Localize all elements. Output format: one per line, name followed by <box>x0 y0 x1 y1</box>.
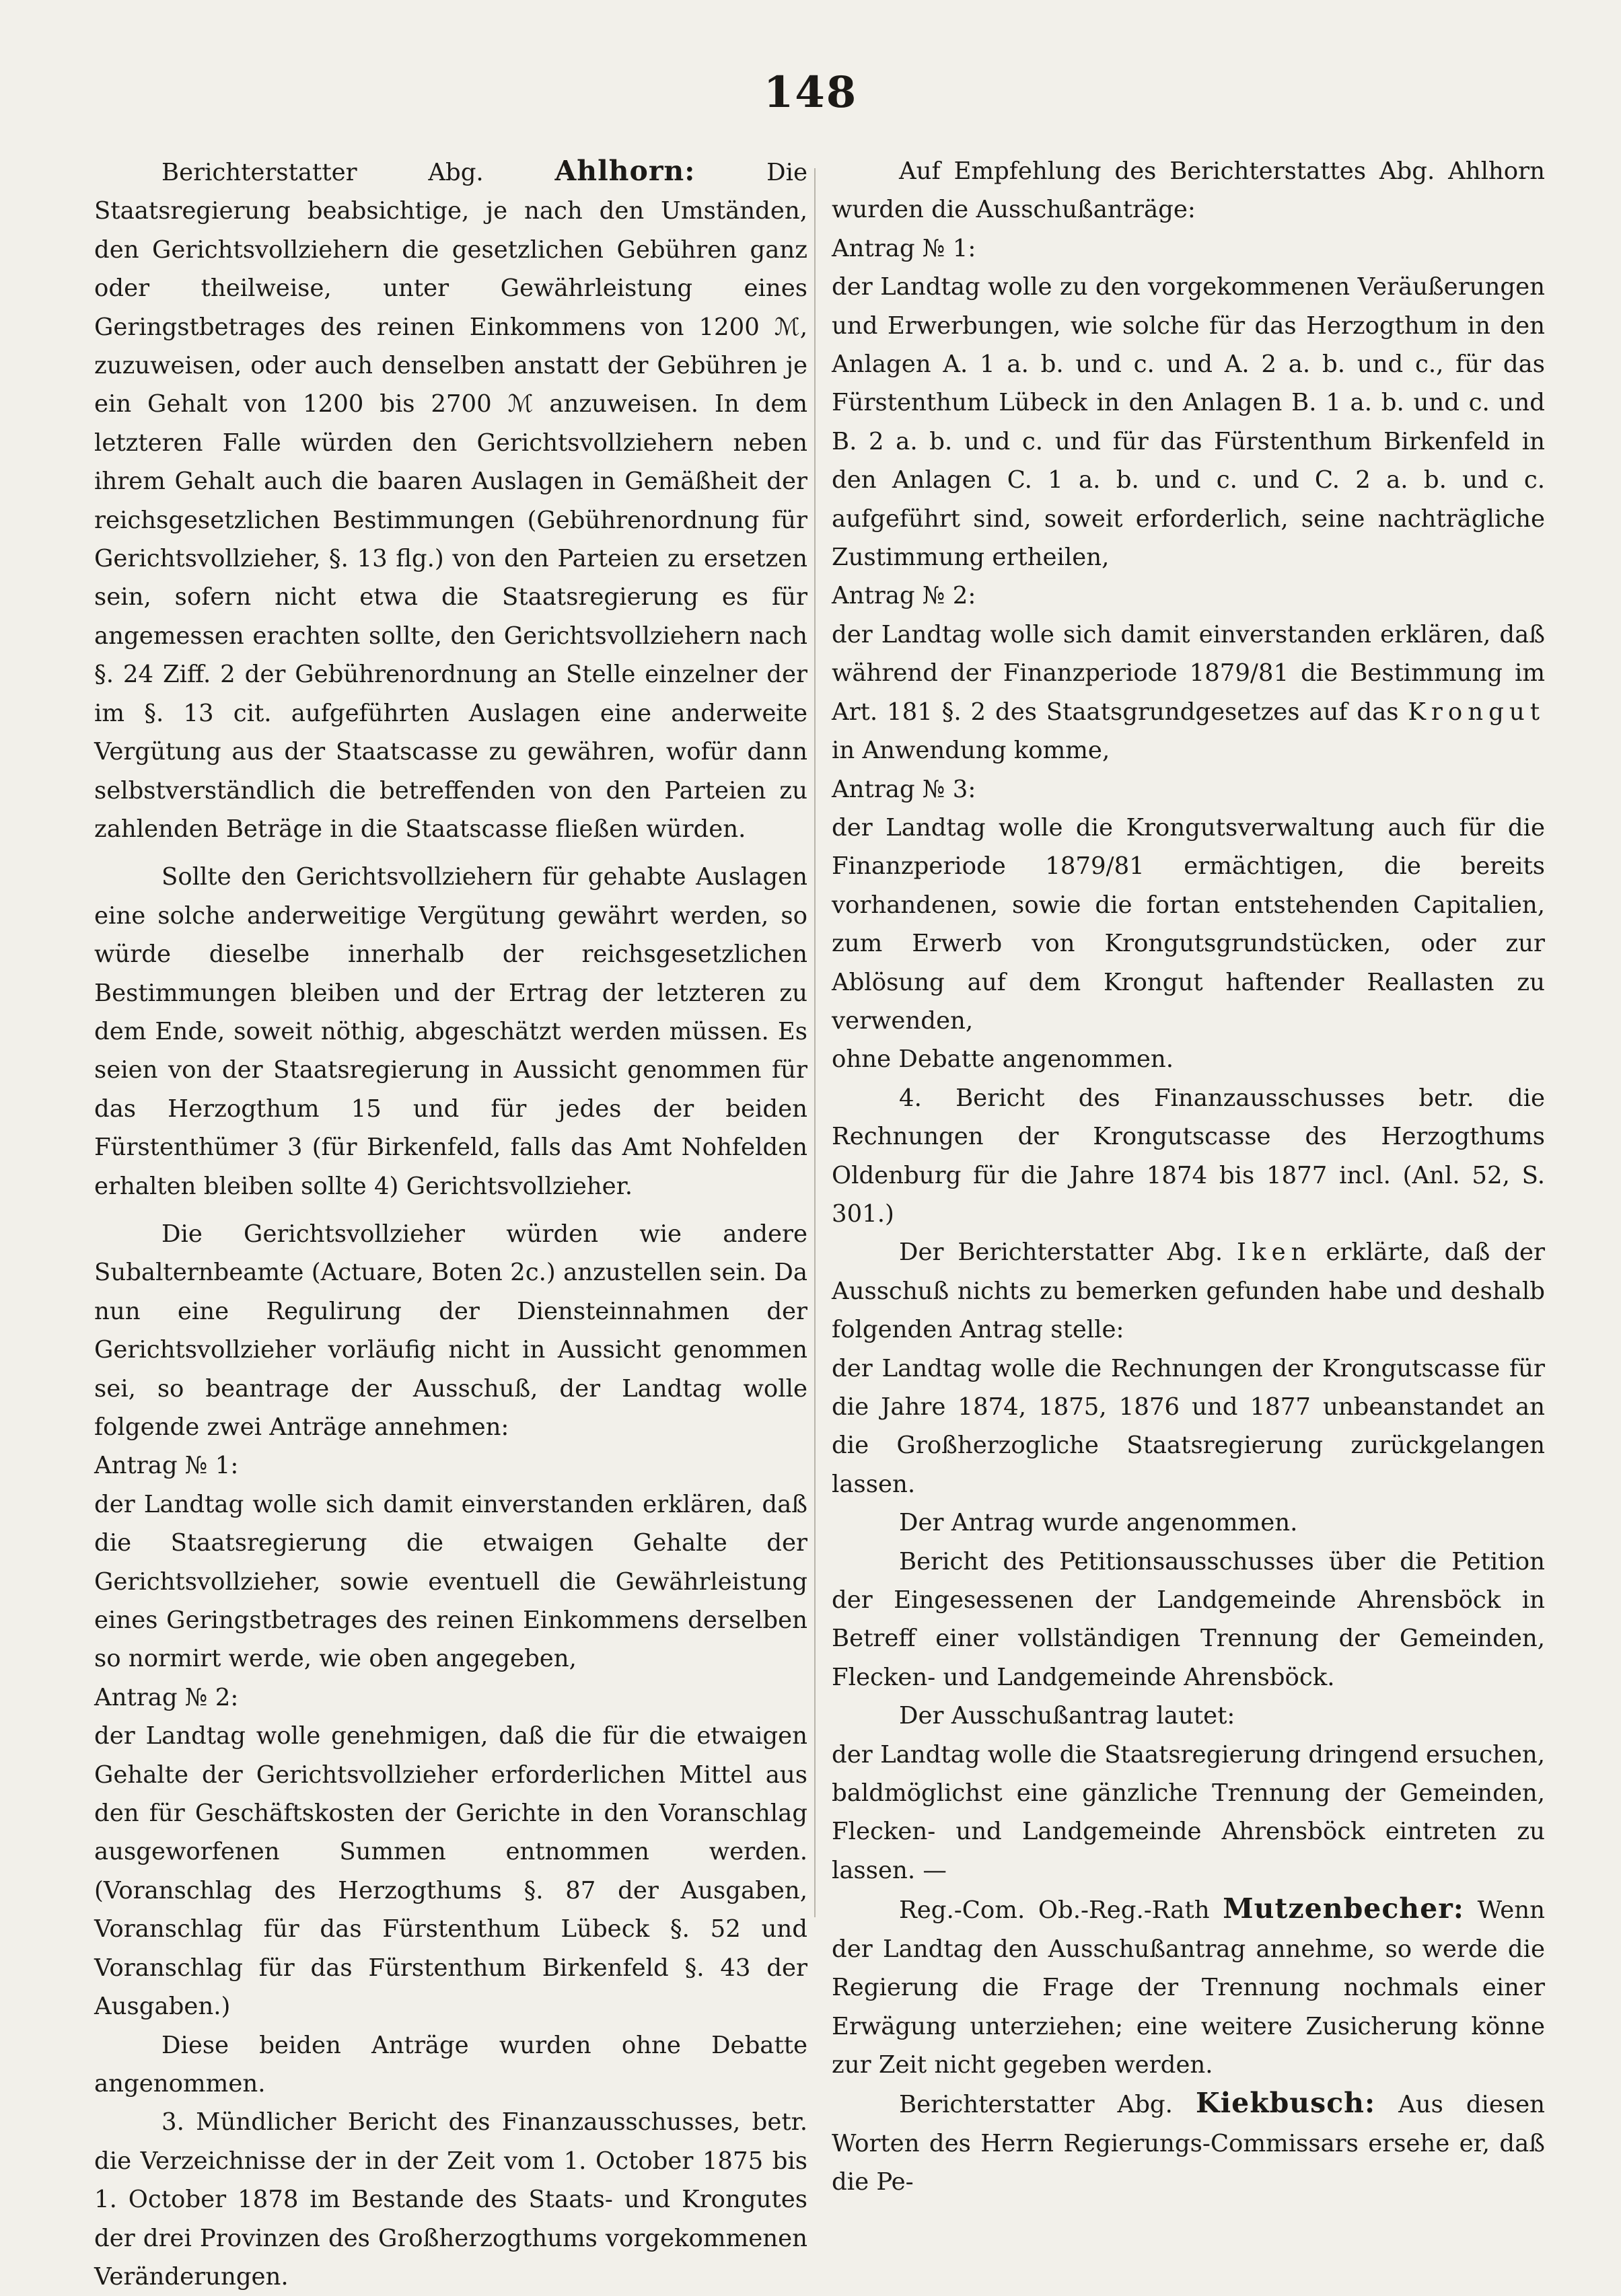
paragraph-text: Aus diesen Worten des Herrn Regierungs-Commissars ersehe er, daß die Pe- <box>832 2091 1545 2196</box>
left-column <box>94 152 807 2296</box>
antrag-text: der Landtag wolle die Rechnungen der Krongutscasse für die Jahre 1874, 1875, 1876 und 1877 unbeanstandet an die Großherzogliche Staatsregierung zurückgelangen lassen. <box>832 1354 1545 1498</box>
paragraph: Auf Empfehlung des Berichterstattes Abg. Ahlhorn wurden die Ausschußanträge: <box>832 157 1545 224</box>
paragraph <box>94 152 807 848</box>
speaker-name: Iken <box>1237 1238 1312 1267</box>
speaker-prefix: Berichterstatter Abg. <box>161 159 484 186</box>
antrag-text: der Landtag wolle die Staatsregierung dringend ersuchen, baldmöglichst eine gänzliche Trennung der Gemeinden, Flecken- und Landgemeinde Ahrensböck eintreten zu lassen. — <box>832 1740 1545 1884</box>
speaker-name: Kiekbusch: <box>1195 2087 1376 2120</box>
right-column <box>832 152 1545 2202</box>
column-divider <box>814 168 816 1917</box>
paragraph <box>832 1233 1545 1349</box>
antrag-text-part: der Landtag wolle sich damit einverstanden erklären, daß während der Finanzperiode 1879/81 die Bestimmung im Art. 181 §. 2 des Staatsgrundgesetzes auf das <box>832 620 1545 726</box>
paragraph: Der Antrag wurde angenommen. <box>899 1509 1298 1537</box>
paragraph-text: erklärte, daß der Ausschuß nichts zu bemerken gefunden habe und deshalb folgenden Antrag stelle: <box>832 1238 1545 1344</box>
paragraph: Der Ausschußantrag lautet: <box>899 1702 1235 1730</box>
page-number: 148 <box>763 67 858 118</box>
antrag-text: der Landtag wolle die Krongutsverwaltung auch für die Finanzperiode 1879/81 ermächtigen, die bereits vorhandenen, sowie die fortan entstehenden Capitalien, zum Erwerb von Krongutsgrundstücken, oder zur Ablösung auf dem Krongut haftender Reallasten zu verwenden, <box>832 813 1545 1035</box>
speaker-name: Ahlhorn: <box>554 155 696 187</box>
antrag-heading: Antrag № 1: <box>832 234 976 262</box>
antrag-text: der Landtag wolle genehmigen, daß die für die etwaigen Gehalte der Gerichtsvollzieher erforderlichen Mittel aus den für Geschäftskosten der Gerichte in den Voranschlag ausgeworfenen Summen entnommen werden. (Voranschlag des Herzogthums §. 87 der Ausgaben, Voranschlag für das Fürstenthum Lübeck §. 52 und Voranschlag für das Fürstenthum Birkenfeld §. 43 der Ausgaben.) <box>94 1722 807 2021</box>
paragraph-text: Wenn der Landtag den Ausschußantrag annehme, so werde die Regierung die Frage der Trennung nochmals einer Erwägung unterziehen; eine weitere Zusicherung könne zur Zeit nicht gegeben werden. <box>832 1896 1545 2079</box>
paragraph-text: Die Staatsregierung beabsichtige, je nach den Umständen, den Gerichtsvollziehern die gesetzlichen Gebühren ganz oder theilweise, unter Gewährleistung eines Geringstbetrages des reinen Einkommens von 1200 ℳ, zuzuweisen, oder auch denselben anstatt der Gebühren je ein Gehalt von 1200 bis 2700 ℳ anzuweisen. In dem letzteren Falle würden den Gerichtsvollziehern neben ihrem Gehalt auch die baaren Auslagen in Gemäßheit der reichsgesetzlichen Bestimmungen (Gebührenordnung für Gerichtsvollzieher, §. 13 flg.) von den Parteien zu ersetzen sein, sofern nicht etwa die Staatsregierung es für angemessen erachten sollte, den Gerichtsvollziehern nach §. 24 Ziff. 2 der Gebührenordnung an Stelle einzelner der im §. 13 cit. aufgeführten Auslagen eine anderweite Vergütung aus der Staatscasse zu gewähren, wofür dann selbstverständlich die betreffenden von den Parteien zu zahlenden Beträge in die Staatscasse fließen würden. <box>94 159 807 843</box>
paragraph: Diese beiden Anträge wurden ohne Debatte angenommen. <box>94 2031 807 2098</box>
section-heading: 4. Bericht des Finanzausschusses betr. die Rechnungen der Krongutscasse des Herzogthums Oldenburg für die Jahre 1874 bis 1877 incl. (Anl. 52, S. 301.) <box>832 1084 1545 1228</box>
paragraph: Sollte den Gerichtsvollziehern für gehabte Auslagen eine solche anderweitige Vergütung gewährt werden, so würde dieselbe innerhalb der reichsgesetzlichen Bestimmungen bleiben und der Ertrag der letzteren zu dem Ende, soweit nöthig, abgeschätzt werden müssen. Es seien von der Staatsregierung in Aussicht genommen für das Herzogthum 15 und für jedes der beiden Fürstenthümer 3 (für Birkenfeld, falls das Amt Nohfelden erhalten bleiben sollte 4) Gerichtsvollzieher. <box>94 863 807 1200</box>
antrag-text <box>832 616 1545 770</box>
speaker-prefix: Der Berichterstatter Abg. <box>899 1238 1223 1267</box>
antrag-heading: Antrag № 2: <box>832 582 976 610</box>
antrag-text-part: in Anwendung komme, <box>832 737 1110 765</box>
paragraph: Bericht des Petitionsausschusses über die Petition der Eingesessenen der Landgemeinde Ahrensböck in Betreff einer vollständigen Trennung der Gemeinden, Flecken- und Landgemeinde Ahrensböck. <box>832 1547 1545 1691</box>
speaker-prefix: Reg.-Com. Ob.-Reg.-Rath <box>899 1896 1210 1925</box>
speaker-prefix: Berichterstatter Abg. <box>899 2091 1173 2119</box>
antrag-text: der Landtag wolle sich damit einverstanden erklären, daß die Staatsregierung die etwaigen Gehalte der Gerichtsvollzieher, sowie eventuell die Gewährleistung eines Geringstbetrages des reinen Einkommens derselben so normirt werde, wie oben angegeben, <box>94 1490 807 1673</box>
emphasized-word: Krongut <box>1408 698 1545 726</box>
speaker-name: Mutzenbecher: <box>1223 1892 1464 1925</box>
antrag-heading: Antrag № 1: <box>94 1452 239 1480</box>
antrag-text: der Landtag wolle zu den vorgekommenen Veräußerungen und Erwerbungen, wie solche für das Herzogthum in den Anlagen A. 1 a. b. und c. und A. 2 a. b. und c., für das Fürstenthum Lübeck in den Anlagen B. 1 a. b. und c. und B. 2 a. b. und c. und für das Fürstenthum Birkenfeld in den Anlagen C. 1 a. b. und c. und C. 2 a. b. und c. aufgeführt sind, soweit erforderlich, seine nachträgliche Zustimmung ertheilen, <box>832 273 1545 572</box>
paragraph: Die Gerichtsvollzieher würden wie andere Subalternbeamte (Actuare, Boten 2c.) anzustellen sein. Da nun eine Regulirung der Diensteinnahmen der Gerichtsvollzieher vorläufig nicht in Aussicht genommen sei, so beantrage der Ausschuß, der Landtag wolle folgende zwei Anträge annehmen: <box>94 1220 807 1441</box>
section-heading: 3. Mündlicher Bericht des Finanzausschusses, betr. die Verzeichnisse der in der Zeit vom 1. October 1875 bis 1. October 1878 im Bestande des Staats- und Krongutes der drei Provinzen des Großherzogthums vorgekommenen Veränderungen. <box>94 2108 807 2291</box>
paragraph <box>832 1890 1545 2084</box>
paragraph <box>832 2084 1545 2201</box>
antrag-heading: Antrag № 2: <box>94 1683 239 1711</box>
paragraph: ohne Debatte angenommen. <box>832 1045 1174 1074</box>
antrag-heading: Antrag № 3: <box>832 775 976 803</box>
